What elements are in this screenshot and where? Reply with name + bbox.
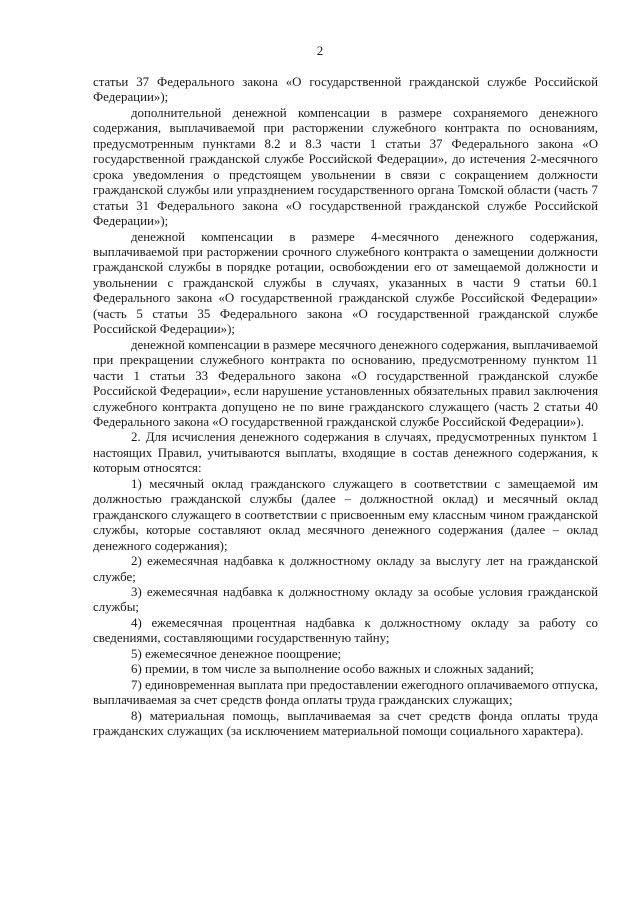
- list-item: 8) материальная помощь, выплачиваемая за счет средств фонда оплаты труда гражданских служащих (за исключением материальной помощи социального характера).: [93, 708, 598, 739]
- paragraph: денежной компенсации в размере месячного денежного содержания, выплачиваемой при прекращении служебного контракта по основанию, предусмотренному пунктом 11 части 1 статьи 33 Федерального закона «О государственной гражданской службе Российской Федерации», если нарушение установленных обязательных правил заключения служебного контракта допущено не по вине гражданского служащего (часть 2 статьи 40 Федерального закона «О государственной гражданской службе Российской Федерации»).: [93, 337, 598, 429]
- list-item: 4) ежемесячная процентная надбавка к должностному окладу за работу со сведениями, составляющими государственную тайну;: [93, 615, 598, 646]
- document-body: [93, 75, 598, 739]
- list-item: 3) ежемесячная надбавка к должностному окладу за особые условия гражданской службы;: [93, 584, 598, 615]
- paragraph: 2. Для исчисления денежного содержания в случаях, предусмотренных пунктом 1 настоящих Правил, учитываются выплаты, входящие в состав денежного содержания, к которым относятся:: [93, 430, 598, 476]
- paragraph: дополнительной денежной компенсации в размере сохраняемого денежного содержания, выплачиваемой при расторжении служебного контракта по основаниям, предусмотренным пунктами 8.2 и 8.3 части 1 статьи 37 Федерального закона «О государственной гражданской службе Российской Федерации», до истечения 2-месячного срока уведомления о предстоящем увольнении в связи с сокращением должности гражданской службы или упразднением государственного органа Томской области (часть 7 статьи 31 Федерального закона «О государственной гражданской службе Российской Федерации»);: [93, 105, 598, 229]
- list-item: 6) премии, в том числе за выполнение особо важных и сложных заданий;: [131, 662, 534, 677]
- list-item: 7) единовременная выплата при предоставлении ежегодного оплачиваемого отпуска, выплачиваемая за счет средств фонда оплаты труда гражданских служащих;: [93, 677, 598, 708]
- page-number: 2: [316, 44, 324, 58]
- paragraph: денежной компенсации в размере 4-месячного денежного содержания, выплачиваемой при расторжении срочного служебного контракта о замещении должности гражданской службы в порядке ротации, освобождении его от замещаемой должности и увольнении с гражданской службы в случаях, указанных в части 9 статьи 60.1 Федерального закона «О государственной гражданской службе Российской Федерации» (часть 5 статьи 35 Федерального закона «О государственной гражданской службе Российской Федерации»);: [93, 229, 598, 337]
- list-item: 5) ежемесячное денежное поощрение;: [131, 646, 342, 661]
- paragraph: статьи 37 Федерального закона «О государственной гражданской службе Российской Федерации»);: [93, 75, 598, 105]
- list-item: 2) ежемесячная надбавка к должностному окладу за выслугу лет на гражданской службе;: [93, 554, 598, 584]
- list-item: 1) месячный оклад гражданского служащего в соответствии с замещаемой им должностью гражданской службы (далее – должностной оклад) и месячный оклад гражданского служащего в соответствии с присвоенным ему классным чином гражданской службы, которые составляют оклад месячного денежного содержания (далее – оклад денежного содержания);: [93, 476, 598, 553]
